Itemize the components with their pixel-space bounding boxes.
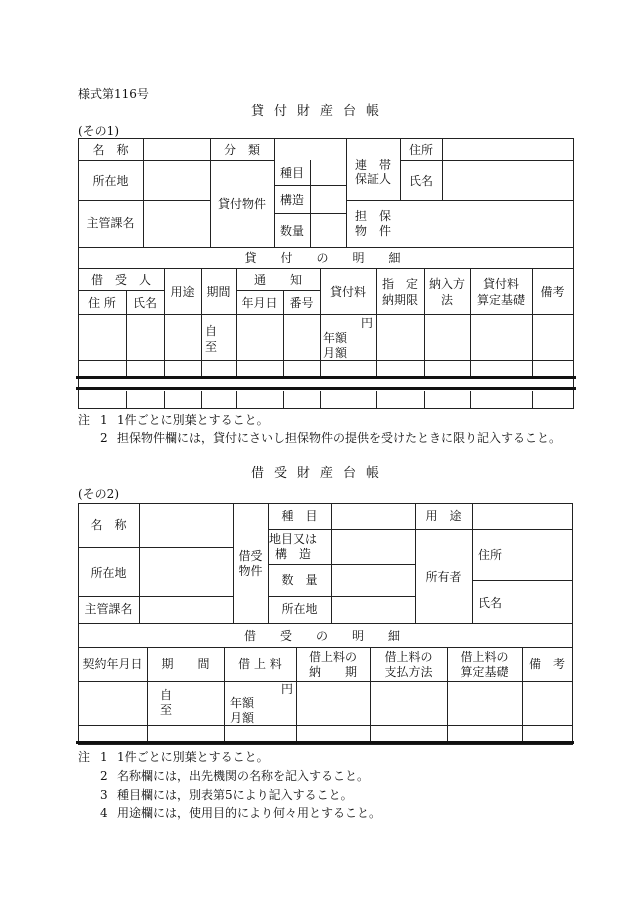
f2-header-shimei: 氏名 [478, 596, 503, 610]
header-shimei: 氏名 [408, 174, 433, 188]
form-number: 様式第116号 [78, 87, 149, 101]
header-name: 名 称 [92, 143, 129, 157]
row-nengaku: 年額 [323, 331, 348, 345]
header-kikan: 期間 [206, 285, 231, 299]
form1-meisai-header: 貸 付 の 明 細 [244, 251, 407, 265]
row-itaru: 至 [205, 340, 218, 354]
header-suryo: 数量 [279, 224, 304, 238]
f2-header-yoto: 用 途 [425, 509, 462, 523]
f2-header-shozaichi2: 所在地 [281, 602, 318, 616]
f2-header-kariuke-line2: 物件 [238, 564, 263, 578]
notes1-text-1: 1件ごとに別葉とすること。 [117, 413, 269, 427]
header-jusho: 住所 [408, 143, 433, 157]
notes2-text-3: 種目欄には，別表第5により記入すること。 [117, 788, 353, 802]
header-bunrui: 分 類 [223, 143, 260, 157]
notes2-num-1: 1 [100, 750, 108, 764]
f2-header-shumoku: 種 目 [281, 509, 318, 523]
header-kariuke-nin: 借 受 人 [90, 273, 151, 287]
header-shumoku: 種目 [279, 166, 304, 180]
row-getsugaku: 月額 [323, 346, 348, 360]
header-bango: 番号 [289, 296, 314, 310]
notes1-label: 注 [78, 413, 91, 427]
notes2-text-4: 用途欄には，使用目的により何々用とすること。 [117, 806, 382, 820]
notes2-num-4: 4 [100, 806, 108, 820]
header-shukan: 主管課名 [86, 216, 135, 230]
header-biko: 備考 [540, 285, 565, 299]
f2-header-jusho: 住所 [478, 548, 503, 562]
header-nonyu-line1: 納入方 [428, 277, 465, 291]
header-shitei-line1: 指 定 [381, 277, 418, 291]
header-rentai-line1: 連 帯 [354, 158, 391, 172]
f2-row-nengaku: 年額 [230, 696, 255, 710]
header-kariuke-jusho: 住 所 [88, 296, 116, 310]
header-santei-line1: 貸付料 [482, 277, 519, 291]
header-kashitsuke-bukken: 貸付物件 [217, 197, 266, 211]
notes1-text-2: 担保物件欄には，貸付にさいし担保物件の提供を受けたときに限り記入すること。 [117, 431, 562, 445]
f2-row-itaru: 至 [160, 703, 173, 717]
f2-header-biko: 備 考 [528, 657, 565, 671]
f2-header-noki-line2: 納 期 [308, 665, 357, 679]
f2-header-noki-line1: 借上料の [308, 650, 357, 664]
f2-header-shakuryo: 借 上 料 [238, 657, 282, 671]
notes2-text-1: 1件ごとに別葉とすること。 [117, 750, 269, 764]
header-rentai-line2: 保証人 [354, 172, 391, 186]
header-shitei-line2: 納期限 [381, 293, 418, 307]
form1-title: 貸付財産台帳 [250, 104, 389, 119]
header-yoto: 用途 [170, 285, 195, 299]
f2-header-shukan: 主管課名 [84, 602, 133, 616]
form2-meisai-header: 借 受 の 明 細 [243, 629, 406, 643]
f2-header-shoyusha: 所有者 [425, 570, 462, 584]
header-tsuchi: 通 知 [253, 273, 302, 287]
f2-row-getsugaku: 月額 [230, 711, 255, 725]
notes2-text-2: 名称欄には，出先機関の名称を記入すること。 [117, 769, 370, 783]
f2-header-kikan: 期 間 [161, 657, 210, 671]
f2-header-shozaichi: 所在地 [90, 566, 127, 580]
header-tanpo-line1: 担 保 [354, 209, 391, 223]
f2-header-suryo: 数 量 [281, 573, 318, 587]
form2-subtitle: (その2) [78, 487, 119, 501]
header-kariuke-shimei: 氏名 [132, 296, 157, 310]
f2-header-chimoku-line2: 構 造 [274, 547, 311, 561]
form1-subtitle: (その1) [78, 124, 119, 138]
notes2-label: 注 [78, 750, 91, 764]
header-nonyu-line2: 法 [440, 293, 453, 307]
notes2-num-2: 2 [100, 769, 108, 783]
f2-header-santei-line2: 算定基礎 [460, 665, 509, 679]
f2-row-en: 円 [281, 682, 294, 696]
f2-header-santei-line1: 借上料の [460, 650, 509, 664]
notes2-num-3: 3 [100, 788, 108, 802]
header-shozaichi: 所在地 [92, 174, 129, 188]
f2-header-keiyaku: 契約年月日 [82, 657, 143, 671]
row-en: 円 [361, 316, 374, 330]
header-tanpo-line2: 物 件 [354, 224, 391, 238]
f2-header-chimoku-line1: 地目又は [268, 532, 317, 546]
f2-header-name: 名 称 [90, 518, 127, 532]
header-nengappi: 年月日 [241, 296, 278, 310]
row-ji: 自 [205, 324, 218, 338]
form2-title: 借受財産台帳 [250, 466, 389, 481]
notes1-num-1: 1 [100, 413, 108, 427]
f2-row-ji: 自 [160, 688, 173, 702]
header-santei-line2: 算定基礎 [476, 293, 525, 307]
header-kashitsukeryo: 貸付料 [329, 285, 366, 299]
f2-header-shiharai-line2: 支払方法 [384, 665, 433, 679]
notes1-num-2: 2 [100, 431, 108, 445]
f2-header-kariuke-line1: 借受 [238, 549, 263, 563]
header-kozo: 構造 [279, 193, 304, 207]
f2-header-shiharai-line1: 借上料の [384, 650, 433, 664]
